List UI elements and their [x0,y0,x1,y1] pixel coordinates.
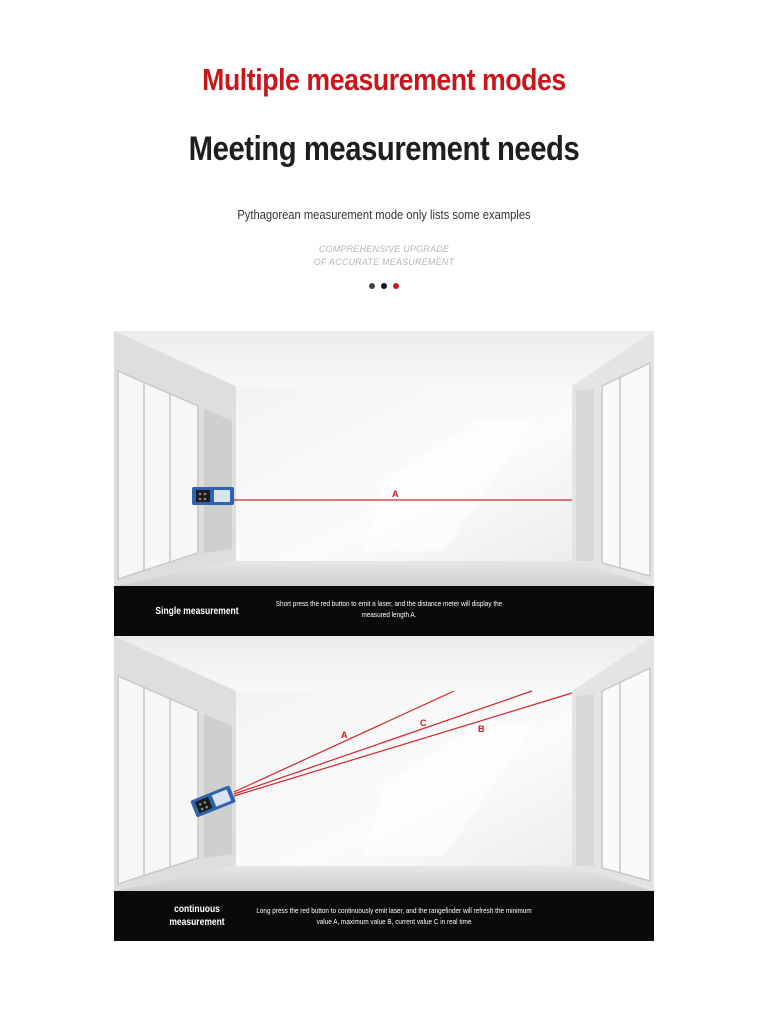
laser-label-a: A [341,730,348,740]
dot-2[interactable] [381,283,387,289]
laser-label-b: B [478,724,485,734]
rangefinder-device [192,487,234,505]
mode-description: Short press the red button to emit a laser, and the distance meter will display the measured length A. [275,599,503,619]
mode-label: continuous measurement [169,904,225,928]
caption-bar [114,586,654,636]
mode-label: Single measurement [155,606,239,617]
dot-3[interactable] [393,283,399,289]
header-section [0,0,768,330]
room-scene-continuous [114,636,654,891]
page-subtitle: Pythagorean measurement mode only lists some examples [237,207,531,222]
room-scene-single [114,331,654,586]
room-scene-third [114,941,654,1024]
carousel-dots [0,283,768,289]
caption-bar [114,891,654,941]
mode-description: Long press the red button to continuously emit laser, and the rangefinder will refresh the minimum value A, maximum value B, current value C in real time [256,906,532,926]
panel-single-measurement [114,331,654,636]
page-heading: Meeting measurement needs [188,130,580,168]
panel-continuous-measurement [114,636,654,941]
laser-label-a: A [392,489,399,499]
panel-third-mode [114,941,654,1024]
upgrade-tagline [0,243,768,269]
upgrade-line-1: COMPREHENSIVE UPGRADE [318,244,450,254]
dot-1[interactable] [369,283,375,289]
page-title: Multiple measurement modes [202,62,566,97]
laser-label-c: C [420,718,427,728]
upgrade-line-2: OF ACCURATE MEASUREMENT [313,257,455,267]
